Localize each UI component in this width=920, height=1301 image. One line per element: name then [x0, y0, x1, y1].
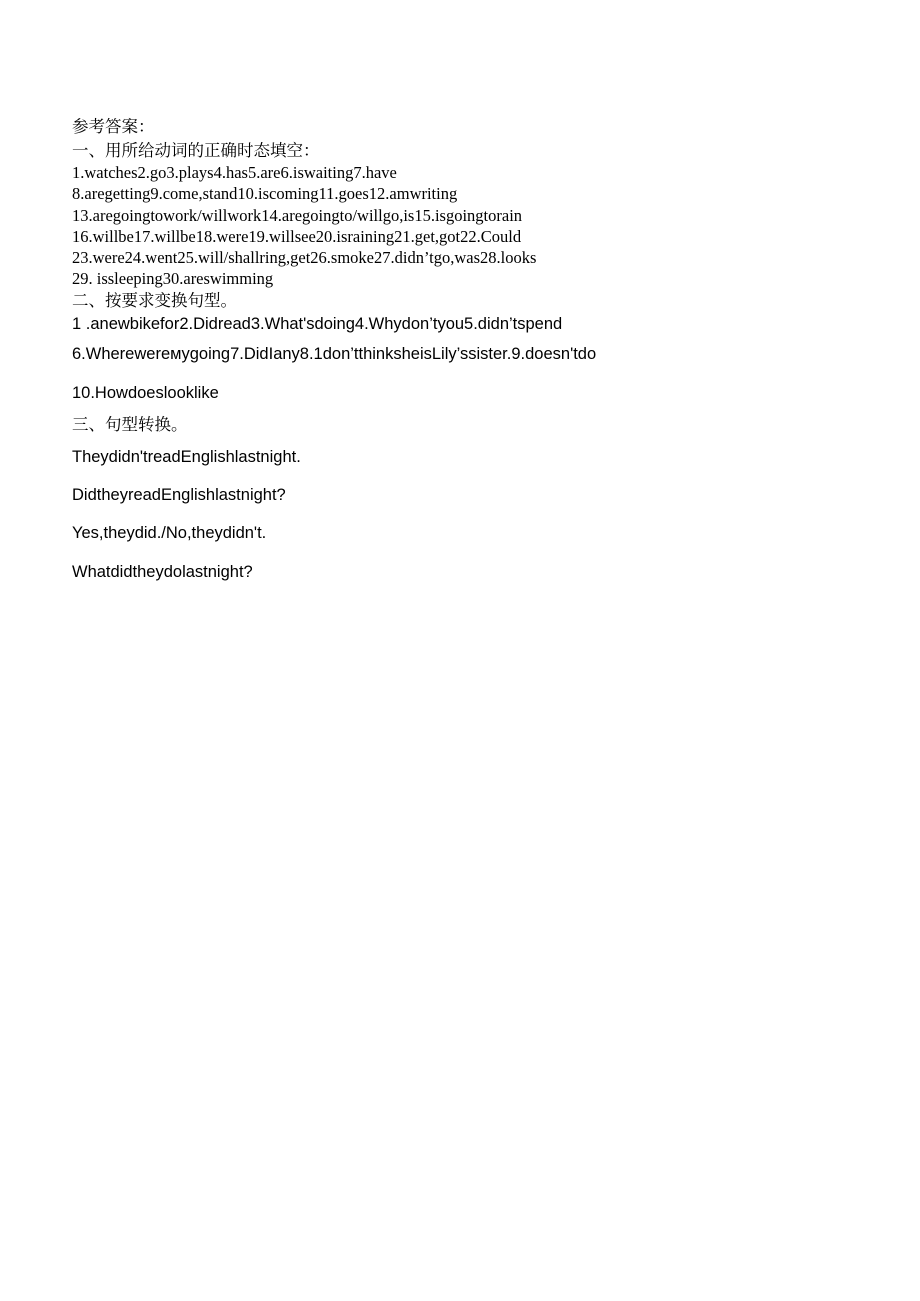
section-3-line: Theydidn'treadEnglishlastnight. [72, 448, 301, 466]
section-1-line: 23.were24.went25.will/shallring,get26.smoke27.didn’tgo,was28.looks [72, 248, 537, 267]
section-1-line: 13.aregoingtowork/willwork14.aregoingto/willgo,is15.isgoingtorain [72, 206, 523, 225]
section-2-line: 1 .anewbikefor2.Didread3.What'sdoing4.Whydon’tyou5.didn’tspend [72, 315, 563, 333]
section-1-line: 1.watches2.go3.plays4.has5.are6.iswaiting7.have [72, 163, 397, 182]
section-3-line: DidtheyreadEnglishlastnight? [72, 486, 286, 504]
section-2-title: 二、按要求变换句型。 [72, 291, 237, 310]
section-2-line: 6.Wherewerемygoing7.DidIany8.1don’tthinksheisLily’ssister.9.doesn'tdo [72, 345, 597, 363]
section-1-line: 8.aregetting9.come,stand10.iscoming11.goes12.amwriting [72, 184, 458, 203]
section-3-line: Whatdidtheydolastnight? [72, 563, 253, 581]
section-3-title: 三、句型转换。 [72, 415, 188, 434]
section-1-line: 16.willbe17.willbe18.were19.willsee20.israining21.get,got22.Could [72, 227, 522, 246]
section-1-line: 29. issleeping30.areswimming [72, 269, 274, 288]
section-2-line: 10.Howdoeslooklike [72, 384, 219, 402]
section-1-title: 一、用所给动词的正确时态填空： [72, 141, 320, 160]
section-3-line: Yes,theydid./No,theydidn't. [72, 524, 267, 542]
answer-heading: 参考答案： [72, 117, 155, 136]
